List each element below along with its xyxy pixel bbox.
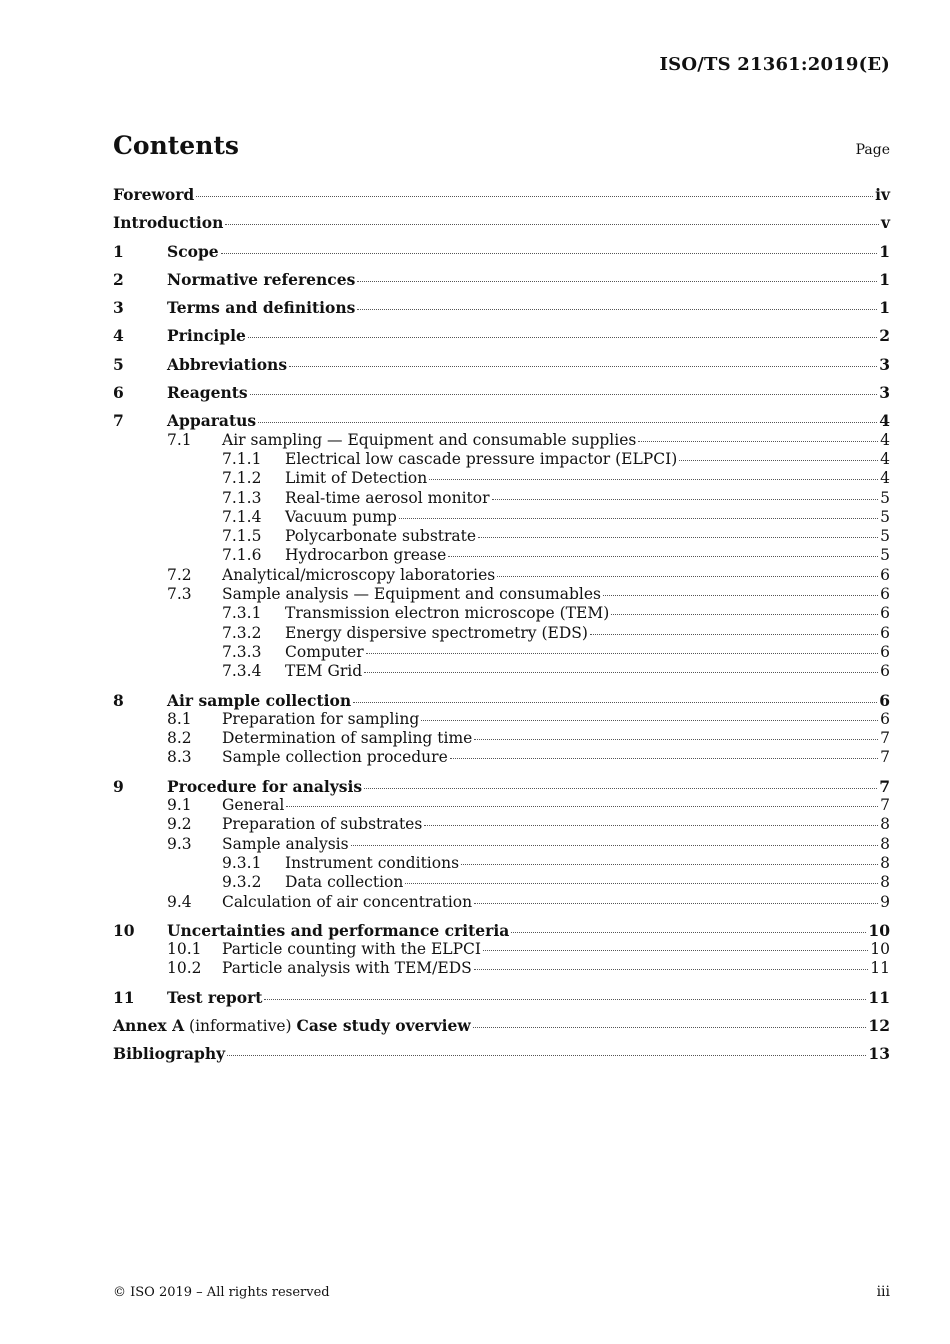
toc-entry-title: Particle analysis with TEM/EDS bbox=[222, 959, 472, 978]
dot-leader bbox=[483, 950, 868, 951]
toc-entry-page: 11 bbox=[868, 987, 890, 1007]
toc-entry-title: Air sampling — Equipment and consumable supplies bbox=[222, 430, 637, 449]
table-of-contents bbox=[113, 185, 890, 1064]
toc-entry-title: Uncertainties and performance criteria bbox=[167, 920, 510, 940]
toc-entry-title: Preparation of substrates bbox=[222, 815, 423, 834]
toc-entry[interactable] bbox=[113, 270, 890, 289]
toc-entry-number: 9.3.2 bbox=[222, 873, 262, 892]
toc-entry[interactable] bbox=[113, 355, 890, 374]
dot-leader bbox=[474, 739, 878, 740]
toc-entry-number: 7.1 bbox=[167, 430, 192, 449]
toc-entry-page: 5 bbox=[880, 546, 890, 565]
dot-leader bbox=[478, 537, 878, 538]
toc-entry-number: 9.3.1 bbox=[222, 853, 262, 872]
toc-entry[interactable] bbox=[113, 298, 890, 317]
toc-entry-number: 9.4 bbox=[167, 892, 192, 911]
toc-entry-number: 7.1.1 bbox=[222, 449, 262, 468]
dot-leader bbox=[611, 614, 878, 615]
toc-entry[interactable] bbox=[113, 710, 890, 729]
toc-entry-page: 7 bbox=[880, 796, 890, 815]
dot-leader bbox=[603, 595, 878, 596]
toc-entry-title: Electrical low cascade pressure impactor (ELPCI) bbox=[285, 449, 678, 468]
toc-entry-title: Abbreviations bbox=[167, 354, 288, 374]
annex-label: Annex A bbox=[113, 1015, 185, 1035]
toc-entry-title bbox=[113, 1016, 471, 1036]
toc-entry[interactable] bbox=[113, 835, 890, 854]
toc-entry[interactable] bbox=[113, 431, 890, 450]
toc-entry-page: 6 bbox=[880, 623, 890, 642]
toc-entry-number: 9 bbox=[113, 776, 124, 796]
dot-leader bbox=[421, 720, 878, 721]
toc-entry-page: 10 bbox=[868, 920, 890, 940]
dot-leader bbox=[497, 576, 878, 577]
toc-entry-page: 8 bbox=[880, 815, 890, 834]
document-id: ISO/TS 21361:2019(E) bbox=[659, 54, 890, 75]
dot-leader bbox=[351, 845, 879, 846]
toc-entry-page: 8 bbox=[880, 873, 890, 892]
toc-entry-title: Data collection bbox=[285, 873, 404, 892]
toc-entry[interactable] bbox=[113, 566, 890, 585]
dot-leader bbox=[638, 441, 878, 442]
toc-entry[interactable] bbox=[113, 815, 890, 834]
toc-entry-page: 4 bbox=[880, 469, 890, 488]
toc-entry[interactable] bbox=[113, 383, 890, 402]
toc-entry-page: 6 bbox=[880, 642, 890, 661]
toc-entry[interactable] bbox=[113, 546, 890, 565]
dot-leader bbox=[448, 556, 878, 557]
toc-entry[interactable] bbox=[113, 873, 890, 892]
toc-entry-title: Reagents bbox=[167, 383, 248, 403]
toc-entry-page: 4 bbox=[879, 411, 890, 431]
toc-entry-number: 5 bbox=[113, 354, 124, 374]
toc-entry[interactable] bbox=[113, 854, 890, 873]
toc-entry-number: 7.3.1 bbox=[222, 604, 262, 623]
toc-entry-title: Instrument conditions bbox=[285, 853, 460, 872]
toc-entry-number: 1 bbox=[113, 241, 124, 261]
toc-entry[interactable] bbox=[113, 1044, 890, 1063]
dot-leader bbox=[461, 864, 878, 865]
toc-entry[interactable] bbox=[113, 643, 890, 662]
toc-entry-number: 8.2 bbox=[167, 729, 192, 748]
dot-leader bbox=[227, 1055, 866, 1056]
toc-entry-page: 4 bbox=[880, 430, 890, 449]
annex-title: Case study overview bbox=[296, 1015, 471, 1035]
dot-leader bbox=[450, 758, 878, 759]
toc-entry-page: 6 bbox=[880, 585, 890, 604]
toc-entry-title: Calculation of air concentration bbox=[222, 892, 473, 911]
toc-entry-number: 10 bbox=[113, 920, 135, 940]
dot-leader bbox=[250, 394, 878, 395]
toc-entry-title: Apparatus bbox=[167, 411, 257, 431]
toc-entry-title: Terms and definitions bbox=[167, 298, 356, 318]
toc-entry-page: 13 bbox=[868, 1044, 890, 1064]
dot-leader bbox=[590, 634, 878, 635]
toc-entry-number: 9.1 bbox=[167, 796, 192, 815]
page-title: Contents bbox=[113, 131, 240, 160]
toc-entry[interactable] bbox=[113, 1016, 890, 1035]
toc-entry[interactable] bbox=[113, 624, 890, 643]
toc-entry-page: 5 bbox=[880, 527, 890, 546]
toc-entry-number: 7.3.3 bbox=[222, 642, 262, 661]
toc-entry-page: 1 bbox=[879, 269, 890, 289]
dot-leader bbox=[399, 518, 878, 519]
toc-entry[interactable] bbox=[113, 411, 890, 430]
toc-entry[interactable] bbox=[113, 527, 890, 546]
toc-entry-title: Analytical/microscopy laboratories bbox=[222, 565, 496, 584]
toc-entry[interactable] bbox=[113, 469, 890, 488]
toc-entry-title: Procedure for analysis bbox=[167, 776, 363, 796]
dot-leader bbox=[424, 825, 878, 826]
toc-entry-title: Normative references bbox=[167, 269, 356, 289]
annex-note: (informative) bbox=[184, 1016, 297, 1035]
dot-leader bbox=[364, 672, 878, 673]
toc-entry-page: 3 bbox=[879, 383, 890, 403]
toc-entry-title: Scope bbox=[167, 241, 219, 261]
toc-entry[interactable] bbox=[113, 777, 890, 796]
toc-entry-number: 10.1 bbox=[167, 940, 202, 959]
toc-entry-page: 1 bbox=[879, 241, 890, 261]
toc-entry-page: 7 bbox=[879, 776, 890, 796]
toc-entry-title: General bbox=[222, 796, 285, 815]
toc-entry[interactable] bbox=[113, 450, 890, 469]
page-column-label: Page bbox=[855, 142, 890, 158]
toc-entry-page: 12 bbox=[868, 1015, 890, 1035]
dot-leader bbox=[264, 999, 866, 1000]
toc-entry-number: 6 bbox=[113, 383, 124, 403]
toc-entry-page: v bbox=[880, 213, 890, 233]
toc-entry[interactable] bbox=[113, 748, 890, 767]
toc-entry-page: 6 bbox=[880, 709, 890, 728]
toc-entry[interactable] bbox=[113, 585, 890, 604]
toc-entry-number: 8.1 bbox=[167, 709, 192, 728]
toc-entry-title: Hydrocarbon grease bbox=[285, 546, 447, 565]
dot-leader bbox=[511, 932, 866, 933]
toc-entry-page: 8 bbox=[880, 853, 890, 872]
toc-entry-page: 6 bbox=[880, 662, 890, 681]
toc-entry[interactable] bbox=[113, 185, 890, 204]
toc-entry-title: Sample analysis — Equipment and consumables bbox=[222, 585, 601, 604]
toc-entry-page: iv bbox=[875, 185, 890, 204]
toc-entry[interactable] bbox=[113, 796, 890, 815]
toc-entry-page: 4 bbox=[880, 449, 890, 468]
dot-leader bbox=[289, 366, 877, 367]
dot-leader bbox=[474, 969, 869, 970]
toc-entry-page: 3 bbox=[879, 354, 890, 374]
toc-entry-number: 3 bbox=[113, 298, 124, 318]
toc-entry-page: 6 bbox=[879, 690, 890, 710]
toc-entry-number: 7.1.5 bbox=[222, 527, 262, 546]
toc-entry[interactable] bbox=[113, 940, 890, 959]
toc-entry-number: 7.3.2 bbox=[222, 623, 262, 642]
toc-entry[interactable] bbox=[113, 489, 890, 508]
toc-entry[interactable] bbox=[113, 242, 890, 261]
toc-entry-number: 7 bbox=[113, 411, 124, 431]
toc-entry-title: Vacuum pump bbox=[285, 507, 397, 526]
toc-entry-page: 5 bbox=[880, 488, 890, 507]
toc-entry-number: 8 bbox=[113, 690, 124, 710]
toc-entry[interactable] bbox=[113, 921, 890, 940]
toc-entry[interactable] bbox=[113, 604, 890, 623]
toc-entry[interactable] bbox=[113, 729, 890, 748]
toc-entry-title: Principle bbox=[167, 326, 246, 346]
toc-entry-page: 8 bbox=[880, 834, 890, 853]
toc-entry-title: Sample analysis bbox=[222, 834, 349, 853]
dot-leader bbox=[357, 309, 877, 310]
dot-leader bbox=[679, 460, 878, 461]
toc-entry-number: 4 bbox=[113, 326, 124, 346]
toc-entry[interactable] bbox=[113, 326, 890, 345]
toc-entry-page: 6 bbox=[880, 565, 890, 584]
toc-entry-title: TEM Grid bbox=[285, 662, 363, 681]
toc-entry[interactable] bbox=[113, 662, 890, 681]
toc-entry-page: 5 bbox=[880, 507, 890, 526]
dot-leader bbox=[429, 479, 878, 480]
toc-entry-page: 7 bbox=[880, 748, 890, 767]
toc-entry-title: Preparation for sampling bbox=[222, 709, 420, 728]
toc-entry[interactable] bbox=[113, 691, 890, 710]
toc-entry-title: Introduction bbox=[113, 213, 224, 233]
dot-leader bbox=[353, 702, 877, 703]
toc-entry-page: 7 bbox=[880, 729, 890, 748]
dot-leader bbox=[473, 1027, 867, 1028]
toc-entry-title: Bibliography bbox=[113, 1044, 226, 1064]
toc-entry-title: Sample collection procedure bbox=[222, 748, 448, 767]
toc-entry[interactable] bbox=[113, 508, 890, 527]
dot-leader bbox=[405, 883, 878, 884]
toc-entry-page: 2 bbox=[879, 326, 890, 346]
copyright-notice: © ISO 2019 – All rights reserved bbox=[113, 1285, 330, 1300]
dot-leader bbox=[248, 337, 877, 338]
toc-entry-number: 7.1.6 bbox=[222, 546, 262, 565]
toc-entry-title: Foreword bbox=[113, 185, 195, 204]
toc-entry[interactable] bbox=[113, 988, 890, 1007]
toc-entry[interactable] bbox=[113, 959, 890, 978]
toc-entry[interactable] bbox=[113, 213, 890, 232]
toc-entry-number: 8.3 bbox=[167, 748, 192, 767]
toc-entry-page: 1 bbox=[879, 298, 890, 318]
toc-entry-number: 11 bbox=[113, 987, 135, 1007]
toc-entry-number: 9.2 bbox=[167, 815, 192, 834]
dot-leader bbox=[366, 653, 879, 654]
toc-entry-title: Particle counting with the ELPCI bbox=[222, 940, 481, 959]
page-number: iii bbox=[876, 1284, 890, 1300]
dot-leader bbox=[364, 788, 877, 789]
toc-entry-page: 9 bbox=[880, 892, 890, 911]
toc-entry-title: Determination of sampling time bbox=[222, 729, 473, 748]
toc-entry-number: 7.3.4 bbox=[222, 662, 262, 681]
toc-entry-number: 10.2 bbox=[167, 959, 202, 978]
toc-entry-number: 7.1.3 bbox=[222, 488, 262, 507]
toc-entry-title: Air sample collection bbox=[167, 690, 352, 710]
dot-leader bbox=[286, 806, 878, 807]
toc-entry-title: Computer bbox=[285, 642, 364, 661]
toc-entry-title: Energy dispersive spectrometry (EDS) bbox=[285, 623, 588, 642]
toc-entry[interactable] bbox=[113, 893, 890, 912]
toc-entry-title: Test report bbox=[167, 987, 263, 1007]
toc-entry-number: 2 bbox=[113, 269, 124, 289]
dot-leader bbox=[258, 422, 877, 423]
toc-entry-number: 7.3 bbox=[167, 585, 192, 604]
toc-entry-title: Polycarbonate substrate bbox=[285, 527, 477, 546]
toc-entry-title: Limit of Detection bbox=[285, 469, 428, 488]
dot-leader bbox=[196, 196, 873, 197]
toc-entry-page: 6 bbox=[880, 604, 890, 623]
dot-leader bbox=[221, 253, 878, 254]
dot-leader bbox=[357, 281, 877, 282]
toc-entry-page: 11 bbox=[870, 959, 890, 978]
dot-leader bbox=[492, 499, 879, 500]
toc-entry-number: 7.2 bbox=[167, 565, 192, 584]
dot-leader bbox=[225, 224, 879, 225]
toc-entry-number: 9.3 bbox=[167, 834, 192, 853]
toc-entry-number: 7.1.2 bbox=[222, 469, 262, 488]
toc-entry-title: Real-time aerosol monitor bbox=[285, 488, 490, 507]
dot-leader bbox=[474, 903, 878, 904]
toc-entry-page: 10 bbox=[870, 940, 890, 959]
toc-entry-number: 7.1.4 bbox=[222, 507, 262, 526]
toc-entry-title: Transmission electron microscope (TEM) bbox=[285, 604, 610, 623]
